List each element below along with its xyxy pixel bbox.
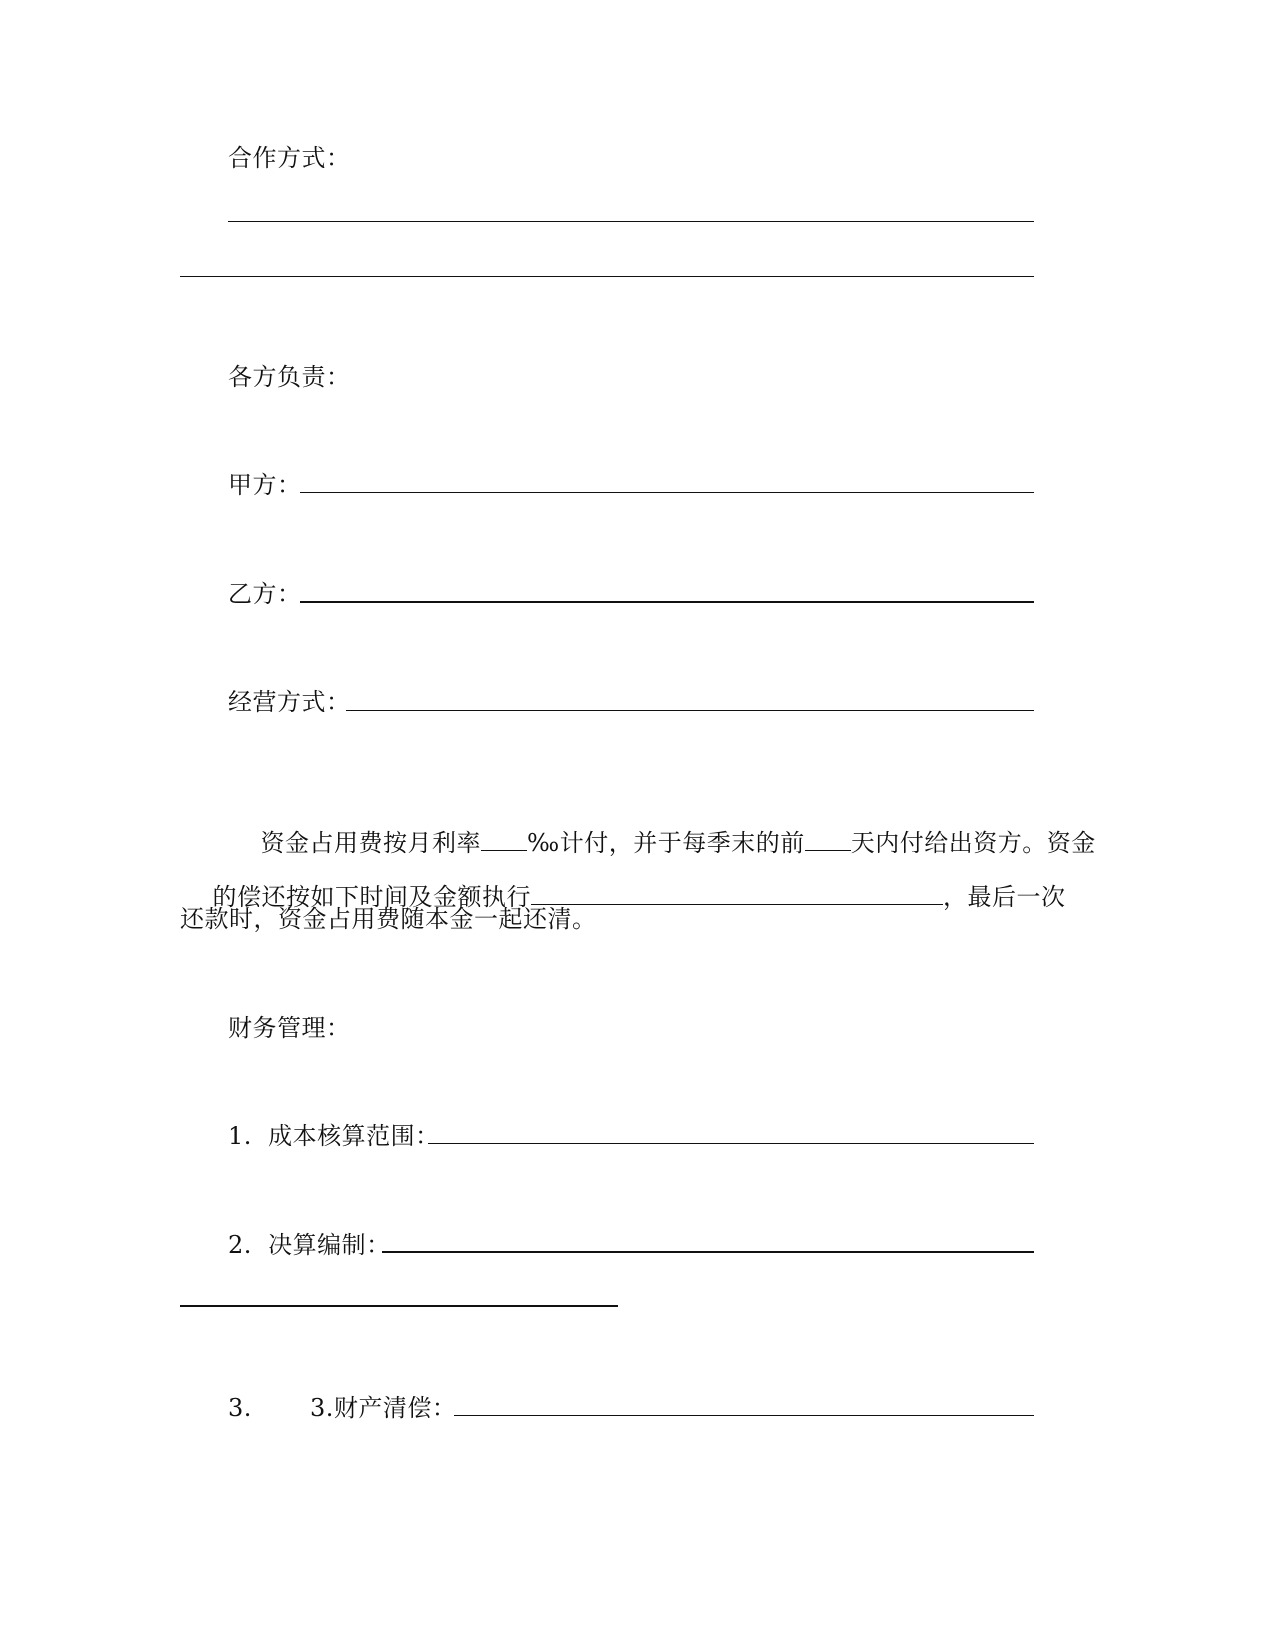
days-blank[interactable]	[805, 826, 851, 851]
finance-item-3-label: 3.财产清偿：	[310, 1394, 457, 1422]
cooperation-label: 合作方式：	[228, 144, 351, 172]
party-a-blank-line[interactable]	[300, 492, 1034, 493]
responsibilities-label: 各方负责：	[228, 363, 351, 391]
capital-line2-text-a: 的偿还按如下时间及金额执行	[212, 883, 532, 911]
finance-item-2-label: 2. 决算编制：	[228, 1231, 391, 1259]
property-liquidation-blank-line[interactable]	[454, 1415, 1034, 1416]
repayment-schedule-blank[interactable]	[531, 880, 943, 905]
finance-item-1-label: 1. 成本核算范围：	[228, 1122, 440, 1150]
capital-line1-text-a: 资金占用费按月利率	[260, 829, 482, 857]
party-b-label: 乙方：	[228, 580, 302, 608]
cost-accounting-blank-line[interactable]	[428, 1143, 1034, 1144]
party-a-label: 甲方：	[228, 471, 302, 499]
monthly-rate-blank[interactable]	[481, 826, 527, 851]
final-accounts-blank-line-2[interactable]	[180, 1305, 618, 1307]
party-b-blank-line[interactable]	[300, 601, 1034, 603]
capital-line1-text-c: 天内付给出资方。资金	[850, 829, 1096, 857]
capital-line-3: 还款时，资金占用费随本金一起还清。	[180, 905, 597, 933]
capital-line2-text-b: ，最后一次	[943, 883, 1066, 911]
cooperation-blank-line-1[interactable]	[228, 221, 1034, 222]
final-accounts-blank-line-1[interactable]	[382, 1251, 1034, 1253]
capital-line1-text-b: ‰计付，并于每季末的前	[527, 829, 805, 857]
finance-item-3-number: 3.	[228, 1394, 252, 1422]
finance-label: 财务管理：	[228, 1014, 351, 1042]
operation-label: 经营方式：	[228, 688, 351, 716]
operation-blank-line[interactable]	[346, 710, 1034, 711]
cooperation-blank-line-2[interactable]	[180, 276, 1034, 277]
